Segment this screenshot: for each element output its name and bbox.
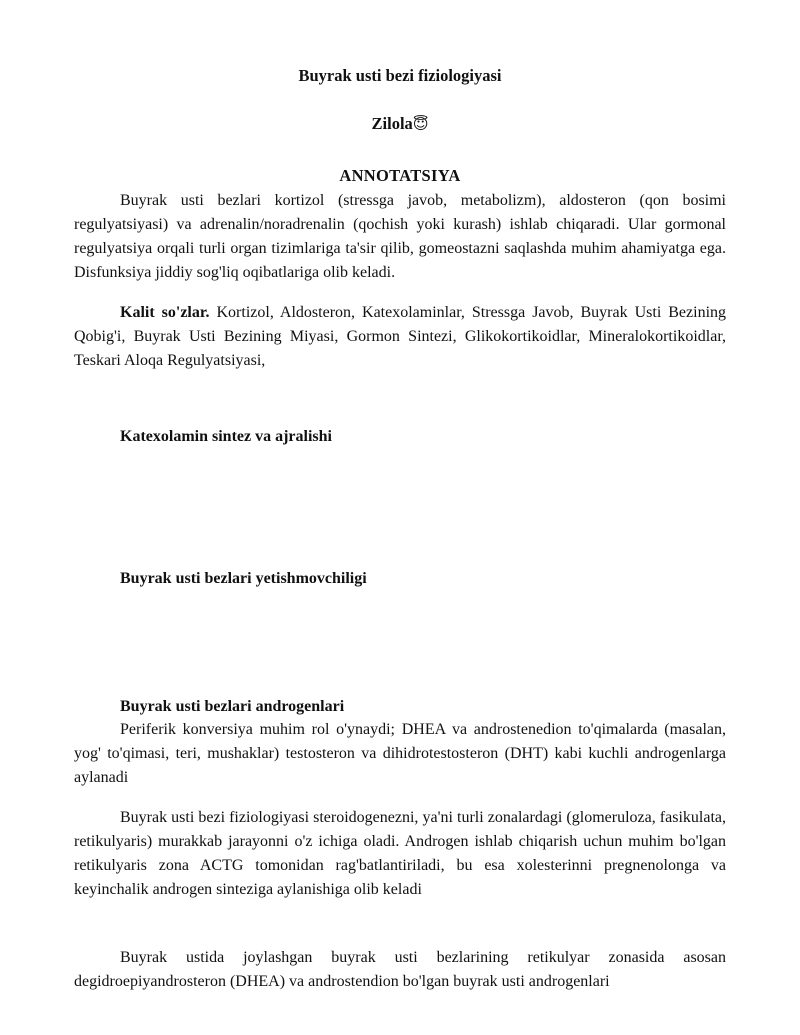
annotation-heading: ANNOTATSIYA [339, 166, 461, 185]
author-name: Zilola [371, 114, 413, 133]
paragraph-text: Buyrak ustida joylashgan buyrak usti bezlarining retikulyar zonasida asosan degidroepiyandrosteron (DHEA) va androstendion bo'lgan buyrak usti androgenlari [74, 949, 726, 990]
keywords-text: Kortizol, Aldosteron, Katexolaminlar, Stressga Javob, Buyrak Usti Bezining Qobig'i, Buyrak Usti Bezining Miyasi, Gormon Sintezi, Glikokortikoidlar, Mineralokortikoidlar, Teskari Aloqa Regulyatsiyasi, [74, 304, 727, 369]
section-heading-androgens: Buyrak usti bezlari androgenlari [120, 698, 345, 715]
document-title: Buyrak usti bezi fiziologiyasi [298, 66, 502, 85]
paragraph-steroidogenesis [74, 806, 726, 902]
annotation-paragraph [74, 189, 726, 285]
paragraph-reticular-zone [74, 946, 726, 994]
smiling-face-with-halo-icon: 😇 [412, 115, 429, 133]
paragraph-text: Periferik konversiya muhim rol o'ynaydi; DHEA va androstenedion to'qimalarda (masalan, yog' to'qimasi, teri, mushaklar) testosteron va dihidrotestosteron (DHT) kabi kuchli androgenlarga aylanadi [74, 721, 726, 786]
keywords-label: Kalit so'zlar. [120, 304, 210, 321]
annotation-text: Buyrak usti bezlari kortizol (stressga javob, metabolizm), aldosteron (qon bosimi regulyatsiyasi) va adrenalin/noradrenalin (qochish yoki kurash) ishlab chiqaradi. Ular gormonal regulyatsiya orqali turli organ tizimlariga ta'sir qilib, gomeostazni saqlashda muhim ahamiyatga ega. Disfunksiya jiddiy sog'liq oqibatlariga olib keladi. [74, 192, 726, 281]
keywords-paragraph [74, 301, 726, 373]
author-line [0, 114, 800, 134]
section-heading-insufficiency: Buyrak usti bezlari yetishmovchiligi [120, 570, 367, 587]
section-heading-catecholamine: Katexolamin sintez va ajralishi [120, 428, 332, 445]
paragraph-peripheral-conversion [74, 718, 726, 790]
paragraph-text: Buyrak usti bezi fiziologiyasi steroidogenezni, ya'ni turli zonalardagi (glomeruloza, fasikulata, retikulyaris) murakkab jarayonni o'z ichiga oladi. Androgen ishlab chiqarish uchun muhim bo'lgan retikulyaris zona ACTG tomonidan rag'batlantiriladi, bu esa xolesterinni pregnenolonga va keyinchalik androgen sinteziga aylanishiga olib keladi [74, 809, 726, 898]
